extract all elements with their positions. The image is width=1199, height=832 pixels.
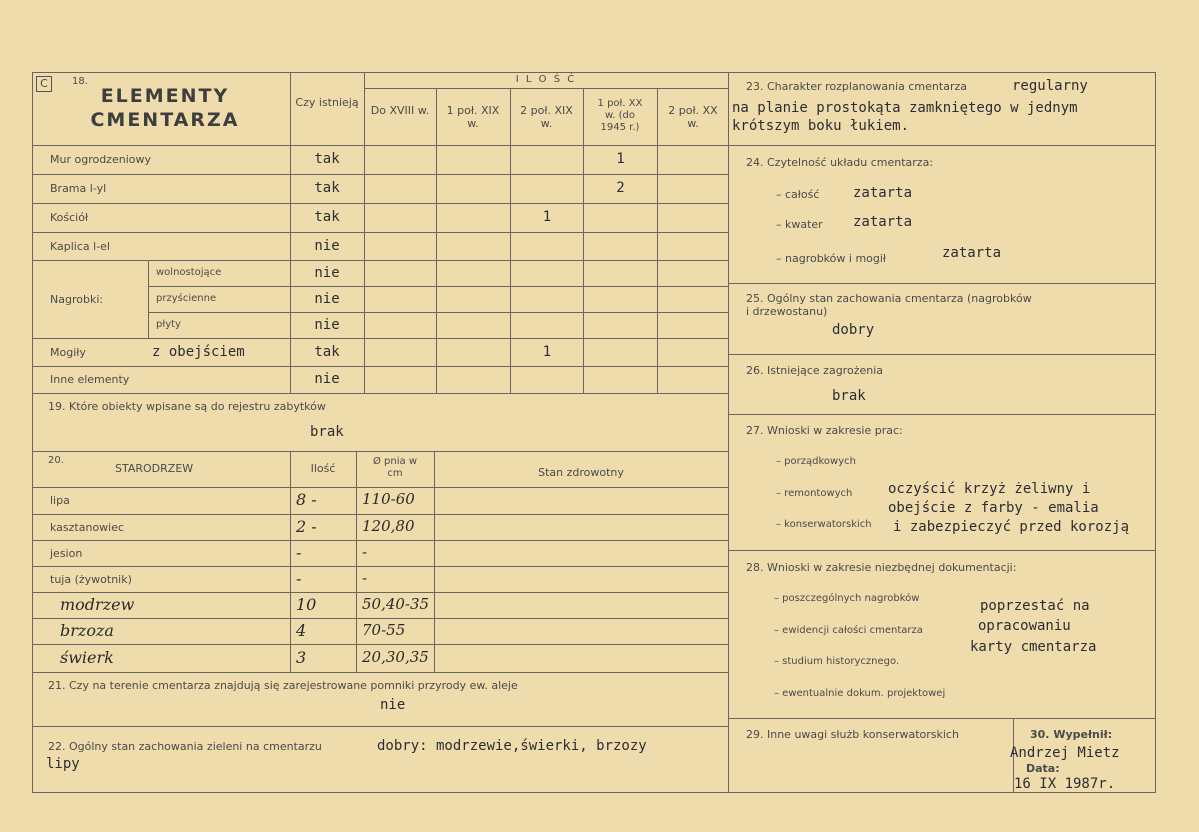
tree-count: 8 -	[296, 490, 317, 509]
tree-name: brzoza	[60, 620, 114, 640]
q28-value-line: poprzestać na	[980, 598, 1090, 614]
element-label: Inne elementy	[50, 373, 130, 386]
q23-value-line-1: regularny	[1012, 78, 1088, 94]
trees-diameter-header: Ø pnia w cm	[373, 456, 417, 479]
element-exists-value: nie	[314, 237, 340, 254]
tree-diameter: -	[362, 568, 368, 587]
q28-value-line: opracowaniu	[978, 618, 1071, 634]
tree-name: modrzew	[60, 594, 135, 614]
border-right	[1155, 72, 1156, 792]
q27-item-label: – porządkowych	[776, 456, 856, 467]
tree-diameter: 70-55	[362, 620, 406, 639]
q23-value-line-3: krótszym boku łukiem.	[732, 118, 910, 134]
element-subvalue: z obejściem	[152, 343, 245, 360]
q28-item: – poszczególnych nagrobków	[774, 593, 920, 604]
q21-label: 21. Czy na terenie cmentarza znajdują się zarejestrowane pomniki przyrody ew. aleje	[48, 679, 518, 692]
element-quantity: 2	[616, 180, 625, 196]
q27-item-value: oczyścić krzyż żeliwny i	[888, 481, 1091, 497]
q24-item-value: zatarta	[853, 214, 913, 230]
q24-item-value: zatarta	[853, 185, 913, 201]
title-line-2: CMENTARZA	[90, 109, 240, 131]
element-exists-value: tak	[314, 151, 340, 167]
tree-count: -	[296, 568, 302, 588]
corner-code: C	[36, 76, 52, 92]
q21-value: nie	[380, 697, 406, 713]
element-exists-value: tak	[314, 209, 340, 225]
element-label: Brama l-yl	[50, 182, 107, 195]
q19-value: brak	[310, 424, 344, 440]
q24-item-label: – kwater	[776, 218, 823, 231]
element-label: Mogiły	[50, 345, 86, 359]
q19-label: 19. Które obiekty wpisane są do rejestru zabytków	[48, 400, 326, 413]
element-sublabel: płyty	[156, 318, 181, 330]
q27-label: 27. Wnioski w zakresie prac:	[746, 424, 903, 437]
q22-value-line-1: dobry: modrzewie,świerki, brzozy	[377, 738, 647, 754]
tree-count: 10	[296, 594, 317, 614]
tree-count: 3	[296, 647, 307, 667]
q29-label: 29. Inne uwagi służb konserwatorskich	[746, 728, 959, 741]
element-exists-value: nie	[314, 290, 340, 307]
q30-date: 16 IX 1987r.	[1014, 776, 1116, 792]
period-header: 1 poł. XIX w.	[446, 104, 500, 130]
element-label: Mur ogrodzeniowy	[50, 153, 151, 166]
q28-item: – ewidencji całości cmentarza	[774, 625, 923, 636]
tree-name: tuja (żywotnik)	[50, 572, 132, 586]
section-18-number: 18.	[72, 76, 88, 87]
tree-count: 4	[296, 620, 307, 640]
quantity-header: I L O Ś Ć	[515, 74, 577, 85]
q23-value-line-2: na planie prostokąta zamkniętego w jednym	[732, 100, 1078, 116]
q25-label-line-2: i drzewostanu)	[746, 305, 828, 318]
tree-name: jesion	[50, 546, 83, 560]
q24-item-value: zatarta	[942, 245, 1002, 261]
q24-item-label: – całość	[776, 188, 820, 201]
element-exists-value: nie	[314, 264, 340, 281]
section-18-title	[80, 84, 250, 132]
q28-label: 28. Wnioski w zakresie niezbędnej dokumentacji:	[746, 561, 1017, 574]
tree-name: lipa	[50, 494, 70, 507]
tree-name: świerk	[60, 647, 114, 667]
tree-count: 2 -	[296, 516, 317, 536]
q23-label: 23. Charakter rozplanowania cmentarza	[746, 80, 967, 93]
section-20-number: 20.	[48, 455, 64, 466]
q22-label: 22. Ogólny stan zachowania zieleni na cmentarzu	[48, 740, 322, 753]
trees-health-header: Stan zdrowotny	[538, 466, 624, 479]
q30-date-label: Data:	[1026, 762, 1060, 775]
border-left	[32, 72, 33, 792]
q28-item: – ewentualnie dokum. projektowej	[774, 688, 946, 699]
element-quantity: 1	[616, 151, 625, 167]
col-exists-header: Czy istnieją	[295, 96, 359, 109]
element-quantity: 1	[542, 209, 552, 225]
border-top	[32, 72, 1156, 73]
q24-label: 24. Czytelność układu cmentarza:	[746, 156, 934, 169]
trees-title: STARODRZEW	[115, 462, 194, 475]
tree-diameter: 50,40-35	[362, 594, 430, 613]
q27-item-value: obejście z farby - emalia	[888, 500, 1099, 516]
element-exists-value: tak	[314, 343, 340, 360]
element-sublabel: wolnostojące	[156, 266, 222, 278]
q25-value: dobry	[832, 322, 875, 338]
q27-item-label: – konserwatorskich	[776, 519, 872, 530]
element-label: Kościół	[50, 211, 89, 224]
tree-diameter: 120,80	[362, 516, 415, 535]
q25-label-line-1: 25. Ogólny stan zachowania cmentarza (nagrobków	[746, 292, 1032, 305]
q27-item-label: – remontowych	[776, 488, 853, 499]
element-label: Kaplica l-el	[50, 239, 110, 253]
period-header: 1 poł. XX w. (do 1945 r.)	[597, 98, 643, 133]
q26-value: brak	[832, 388, 866, 404]
q30-label: 30. Wypełnił:	[1030, 728, 1113, 741]
tree-count: -	[296, 542, 302, 562]
element-quantity: 1	[542, 343, 552, 360]
trees-count-header: Ilość	[310, 462, 336, 475]
element-sublabel: przyścienne	[156, 292, 217, 304]
q27-item-value: i zabezpieczyć przed korozją	[893, 519, 1130, 535]
column-divider	[728, 72, 729, 792]
period-header: 2 poł. XX w.	[668, 104, 718, 130]
tree-diameter: -	[362, 542, 368, 561]
tree-diameter: 110-60	[362, 490, 415, 508]
q22-value-line-2: lipy	[46, 756, 80, 772]
q28-value-line: karty cmentarza	[970, 639, 1097, 655]
element-exists-value: nie	[314, 316, 340, 333]
q24-item-label: – nagrobków i mogił	[776, 252, 887, 265]
border-bottom	[32, 792, 1156, 793]
period-header: Do XVIII w.	[370, 104, 430, 117]
element-exists-value: nie	[314, 371, 340, 387]
element-label: Nagrobki:	[50, 293, 104, 306]
tree-diameter: 20,30,35	[362, 647, 429, 666]
q26-label: 26. Istniejące zagrożenia	[746, 364, 884, 377]
q30-name: Andrzej Mietz	[1010, 745, 1120, 761]
q28-item: – studium historycznego.	[774, 656, 900, 667]
element-exists-value: tak	[314, 180, 340, 196]
period-header: 2 poł. XIX w.	[520, 104, 573, 130]
title-line-1: ELEMENTY	[100, 85, 230, 107]
tree-name: kasztanowiec	[50, 520, 125, 534]
